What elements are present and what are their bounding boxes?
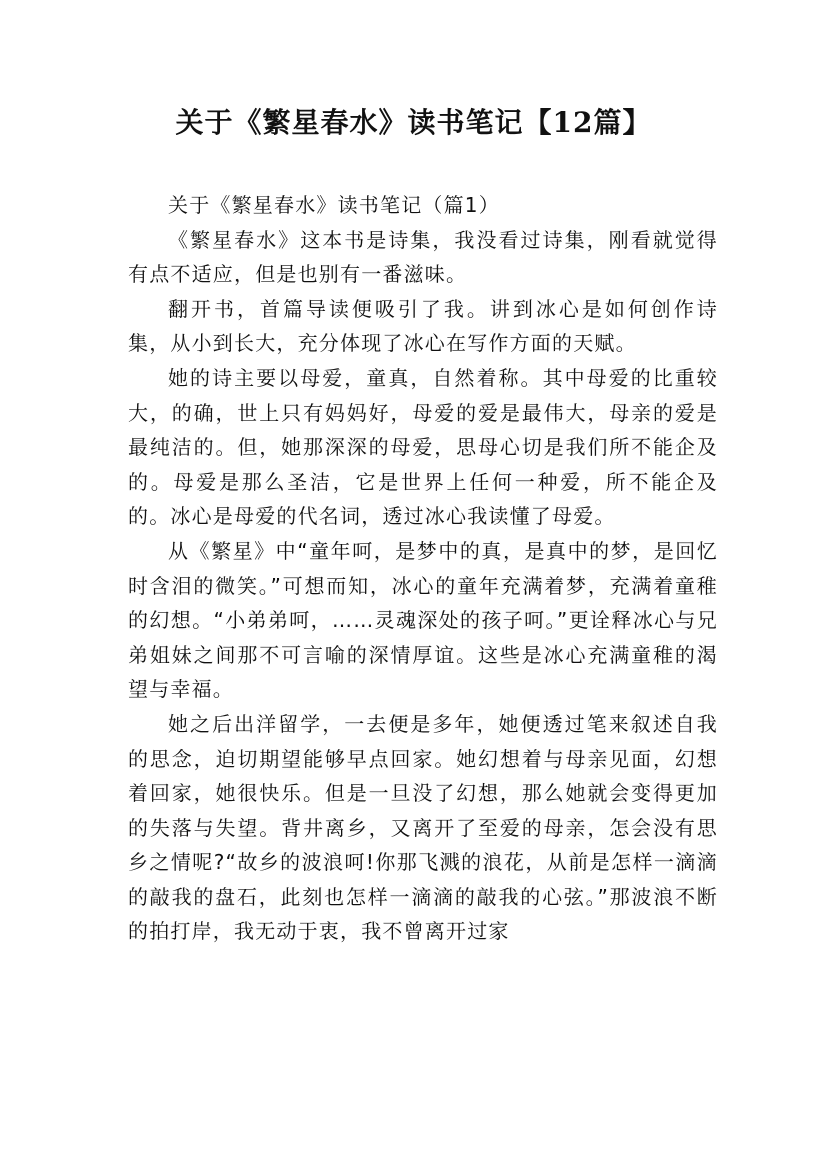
paragraph: 她的诗主要以母爱，童真，自然着称。其中母爱的比重较大，的确，世上只有妈妈好，母爱的爱是最伟大，母亲的爱是最纯洁的。但，她那深深的母爱，思母心切是我们所不能企及的。母爱是那么圣洁，它是世界上任何一种爱，所不能企及的。冰心是母爱的代名词，透过冰心我读懂了母爱。 <box>128 365 718 529</box>
paragraph: 从《繁星》中“童年呵，是梦中的真，是真中的梦，是回忆时含泪的微笑。”可想而知，冰心的童年充满着梦，充满着童稚的幻想。“小弟弟呵，……灵魂深处的孩子呵。”更诠释冰心与兄弟姐妹之间那不可言喻的深情厚谊。这些是冰心充满童稚的渴望与幸福。 <box>128 538 718 702</box>
document-body <box>128 188 718 949</box>
paragraph: 翻开书，首篇导读便吸引了我。讲到冰心是如何创作诗集，从小到长大，充分体现了冰心在写作方面的天赋。 <box>128 296 718 356</box>
paragraph: 她之后出洋留学，一去便是多年，她便透过笔来叙述自我的思念，迫切期望能够早点回家。她幻想着与母亲见面，幻想着回家，她很快乐。但是一旦没了幻想，那么她就会变得更加的失落与失望。背井离乡，又离开了至爱的母亲，怎会没有思乡之情呢?“故乡的波浪呵!你那飞溅的浪花，从前是怎样一滴滴的敲我的盘石，此刻也怎样一滴滴的敲我的心弦。”那波浪不断的拍打岸，我无动于衷，我不曾离开过家 <box>128 711 718 944</box>
document-title: 关于《繁星春水》读书笔记【12篇】 <box>175 106 652 139</box>
section-heading: 关于《繁星春水》读书笔记（篇1） <box>168 193 500 217</box>
paragraph: 《繁星春水》这本书是诗集，我没看过诗集，刚看就觉得有点不适应，但是也别有一番滋味。 <box>128 227 718 287</box>
